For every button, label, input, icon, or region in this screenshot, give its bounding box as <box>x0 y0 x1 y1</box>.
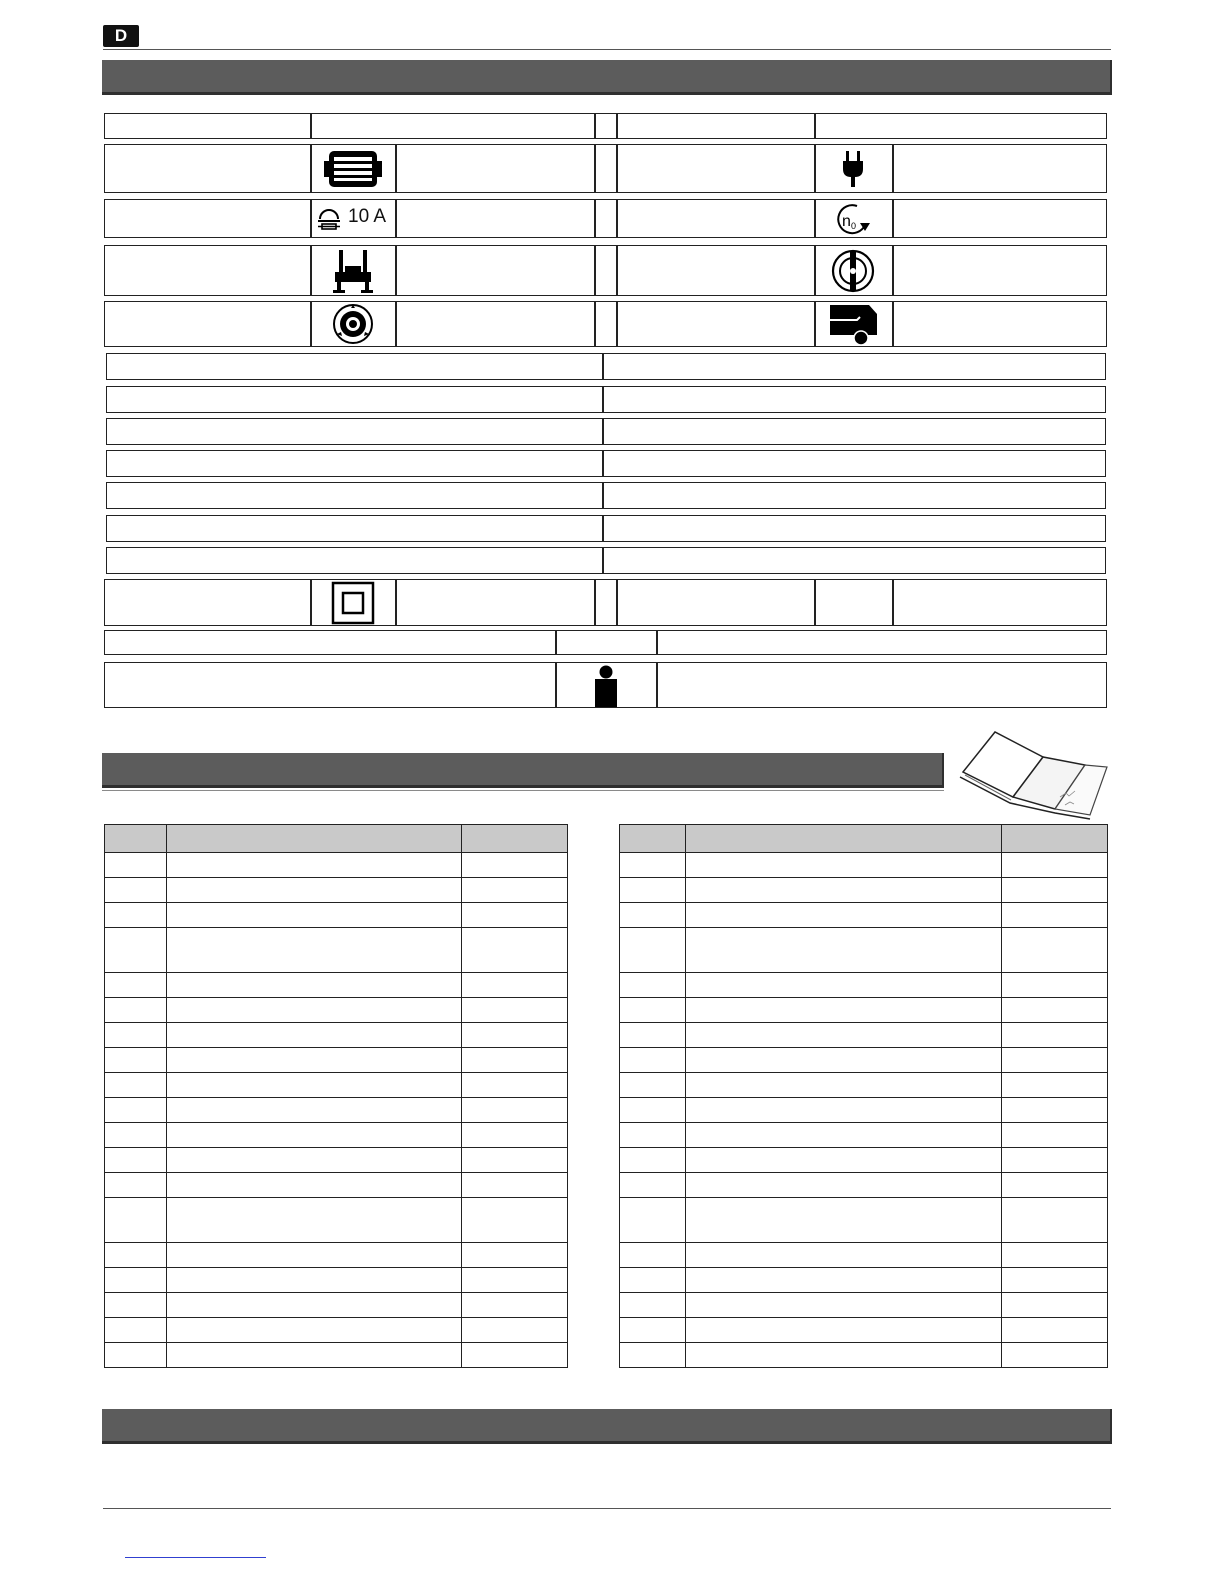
parts-table-right <box>619 824 1108 1368</box>
table-row <box>620 973 1108 998</box>
section-band-technical-data <box>102 60 1112 95</box>
motor-icon <box>320 146 386 191</box>
table-row <box>620 1123 1108 1148</box>
table-row <box>105 1123 568 1148</box>
spec-row-stand <box>104 245 1107 296</box>
table-row <box>105 1343 568 1368</box>
footer-rule <box>103 1508 1111 1509</box>
header-rule <box>103 49 1111 50</box>
spec-text-row <box>106 515 1106 542</box>
spec-row-protection-class <box>104 579 1107 626</box>
table-row <box>620 903 1108 928</box>
spec-row-motor <box>104 144 1107 193</box>
fuse-rating-label: 10 A <box>348 206 387 227</box>
spec-text-row <box>106 482 1106 509</box>
saw-blade-icon <box>325 302 381 346</box>
parts-header-cell <box>1002 825 1108 853</box>
table-row <box>105 903 568 928</box>
table-row <box>620 1268 1108 1293</box>
language-badge: D <box>103 25 139 47</box>
manual-booklet-icon <box>955 727 1110 822</box>
table-row <box>105 1318 568 1343</box>
table-row <box>105 1073 568 1098</box>
spec-text-row <box>106 353 1106 380</box>
table-row <box>105 1048 568 1073</box>
blade-diameter-icon <box>824 247 882 294</box>
spec-text-row <box>106 547 1106 574</box>
table-row <box>620 928 1108 973</box>
table-row <box>105 998 568 1023</box>
table-row <box>620 1073 1108 1098</box>
protection-class-ii-icon <box>325 580 381 625</box>
table-row <box>620 1023 1108 1048</box>
table-row <box>620 1243 1108 1268</box>
table-row <box>620 1318 1108 1343</box>
table-row <box>105 1148 568 1173</box>
table-row <box>105 928 568 973</box>
svg-text:n: n <box>842 212 851 230</box>
table-row <box>105 1023 568 1048</box>
spec-text-row <box>106 450 1106 477</box>
table-row <box>620 998 1108 1023</box>
table-row <box>105 1293 568 1318</box>
table-row <box>105 1243 568 1268</box>
weight-icon <box>580 664 632 707</box>
mains-plug-icon <box>824 147 882 191</box>
parts-header-cell <box>620 825 686 853</box>
table-row <box>105 878 568 903</box>
stand-icon <box>325 247 381 295</box>
table-row <box>620 1048 1108 1073</box>
svg-text:0: 0 <box>851 220 857 231</box>
table-row <box>105 1098 568 1123</box>
table-row <box>620 1293 1108 1318</box>
fuse-icon <box>312 202 346 234</box>
transport-cart-icon <box>824 302 882 346</box>
section-band-lower <box>102 1409 1112 1444</box>
parts-header-cell <box>105 825 167 853</box>
table-row <box>620 1098 1108 1123</box>
table-row <box>105 1173 568 1198</box>
table-row <box>105 853 568 878</box>
spec-text-row <box>106 386 1106 413</box>
table-row <box>620 1343 1108 1368</box>
spec-row-fuse <box>104 199 1107 238</box>
section-band-parts-list <box>102 753 944 788</box>
footer-link[interactable] <box>125 1557 266 1558</box>
parts-header-cell <box>686 825 1002 853</box>
spec-header-row <box>104 113 1107 139</box>
table-row <box>620 1173 1108 1198</box>
table-row <box>105 973 568 998</box>
table-row <box>105 1268 568 1293</box>
parts-table-left <box>104 824 568 1368</box>
table-row <box>105 1198 568 1243</box>
table-row <box>620 1198 1108 1243</box>
table-row <box>620 853 1108 878</box>
spec-row-blade <box>104 301 1107 347</box>
no-load-speed-icon <box>824 200 882 237</box>
parts-header-cell <box>167 825 462 853</box>
table-row <box>620 878 1108 903</box>
table-row <box>620 1148 1108 1173</box>
weight-header-row <box>104 630 1107 655</box>
parts-header-cell <box>462 825 568 853</box>
spec-text-row <box>106 418 1106 445</box>
